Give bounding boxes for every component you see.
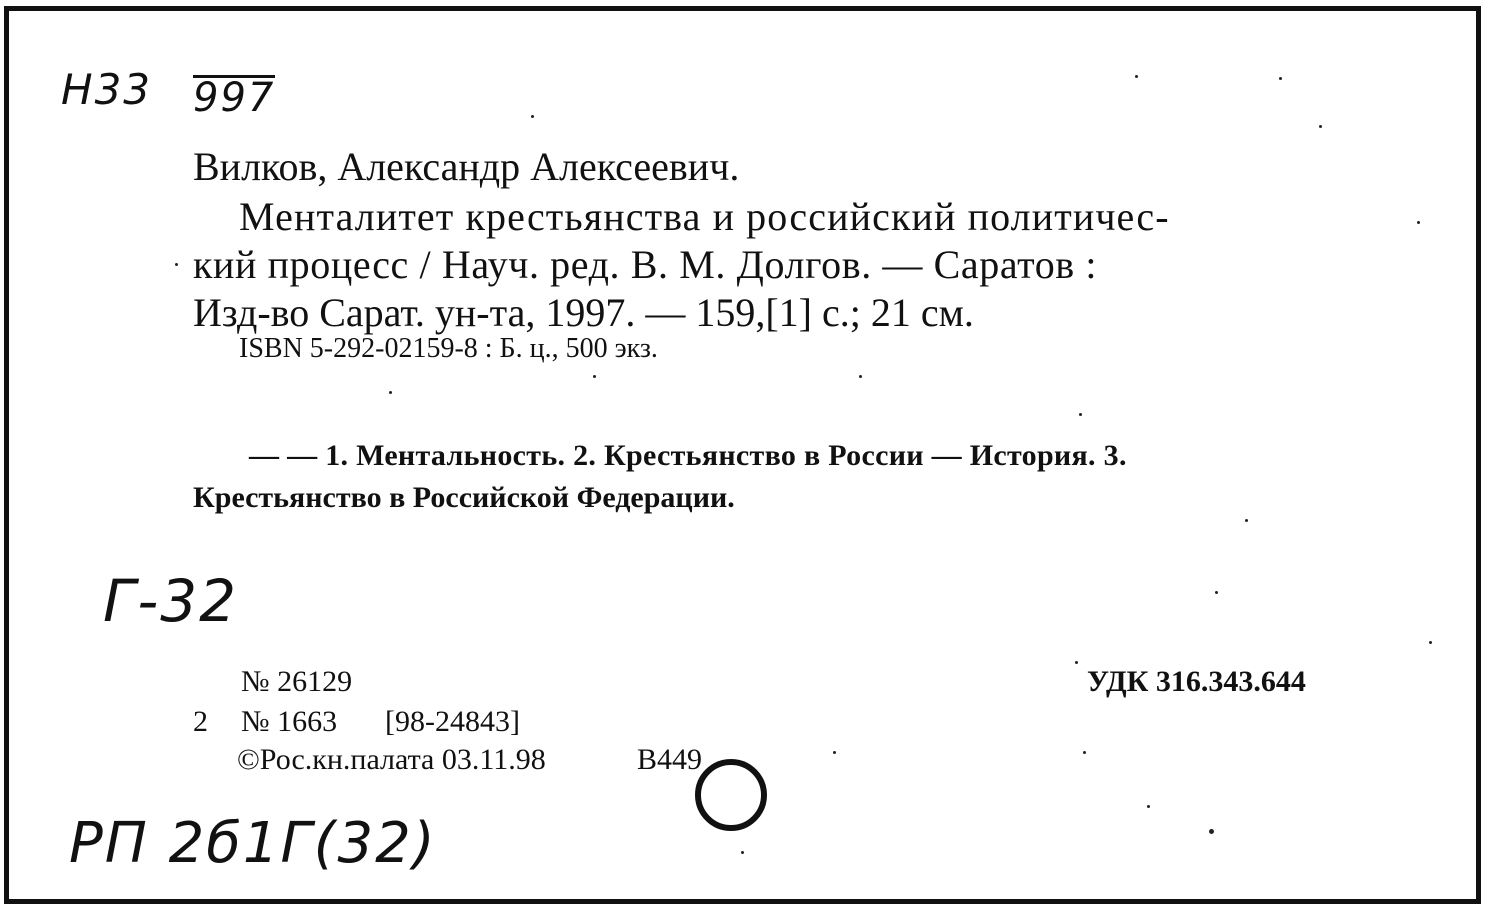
record-number-2-bracket: [98-24843] <box>385 705 520 738</box>
speckle <box>1075 661 1078 664</box>
speckle <box>389 391 392 394</box>
speckle <box>1429 641 1432 644</box>
title-line-1: Менталитет крестьянства и российский политичес- <box>239 194 1170 239</box>
speckle <box>1215 591 1218 594</box>
udk-code: УДК 316.343.644 <box>1087 665 1306 698</box>
speckle <box>1135 75 1138 78</box>
speckle <box>531 115 534 118</box>
call-number-fraction: 997 <box>193 75 276 121</box>
catalog-card <box>4 6 1481 904</box>
punch-hole <box>695 759 767 831</box>
copyright-line: ©Рос.кн.палата 03.11.98 <box>237 743 546 776</box>
author-heading: Вилков, Александр Алексеевич. <box>193 144 740 189</box>
speckle <box>175 263 178 266</box>
subjects-line-2: Крестьянство в Российской Федерации. <box>193 481 735 514</box>
speckle <box>859 375 862 378</box>
speckle <box>1209 829 1214 834</box>
isbn-line: ISBN 5-292-02159-8 : Б. ц., 500 экз. <box>239 333 658 364</box>
speckle <box>1147 805 1150 808</box>
speckle <box>1083 751 1086 754</box>
subjects-line-1: — — 1. Ментальность. 2. Крестьянство в России — История. 3. <box>249 439 1127 472</box>
speckle <box>741 851 744 854</box>
speckle <box>1319 125 1322 128</box>
speckle <box>1279 77 1282 80</box>
speckle <box>1245 519 1248 522</box>
handwritten-call-number <box>61 65 152 114</box>
speckle <box>1079 413 1082 416</box>
speckle <box>1417 221 1420 224</box>
record-number-2-prefix: 2 <box>193 705 208 738</box>
handwritten-rp-code: РП 2б1Г(32) <box>69 811 437 876</box>
speckle <box>833 751 836 754</box>
record-number-1: № 26129 <box>241 665 353 698</box>
speckle <box>593 375 596 378</box>
title-line-3: Изд-во Сарат. ун-та, 1997. — 159,[1] с.; 21 см. <box>193 290 974 335</box>
record-number-2: № 1663 <box>241 705 338 738</box>
catalog-code: В449 <box>637 743 703 776</box>
title-line-2: кий процесс / Науч. ред. В. М. Долгов. — Саратов : <box>193 242 1098 287</box>
call-number-letters: Н33 <box>61 65 153 114</box>
handwritten-shelf-mark: Г-32 <box>103 567 239 635</box>
handwritten-call-fraction <box>193 75 276 121</box>
